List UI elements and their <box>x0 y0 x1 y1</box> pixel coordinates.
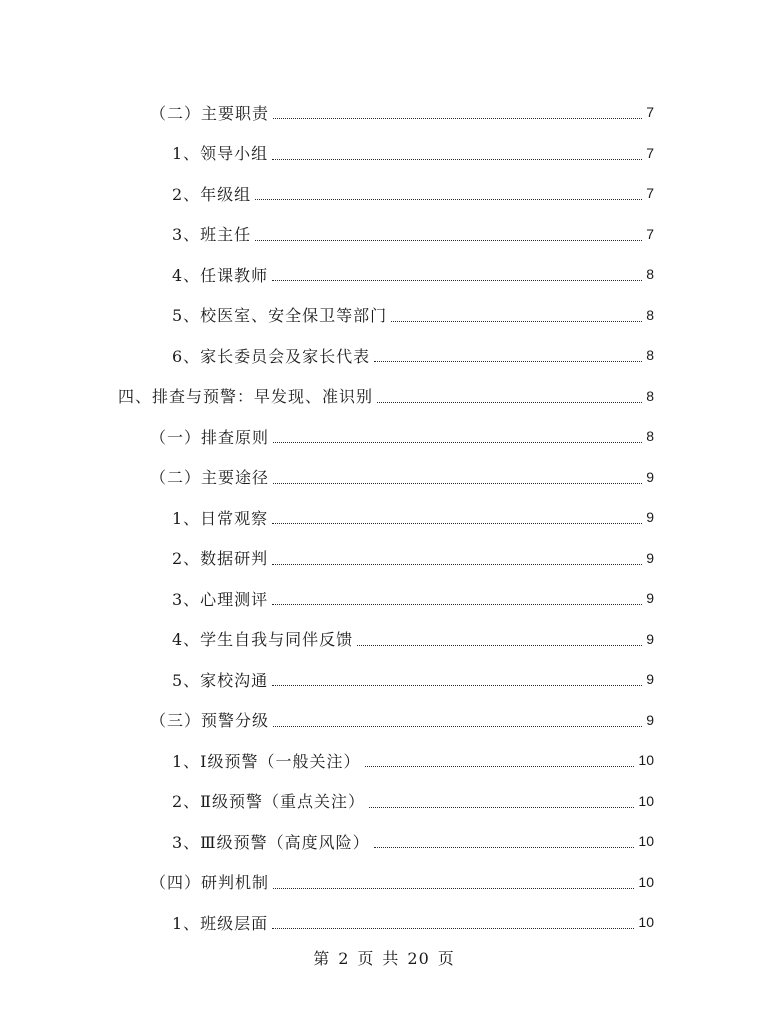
toc-entry-link[interactable] <box>172 821 654 862</box>
toc-row <box>0 214 768 255</box>
toc-dot-leader <box>272 603 642 605</box>
toc-row <box>0 335 768 376</box>
toc-entry-title: 5、家校沟通 <box>172 668 270 691</box>
toc-entry-link[interactable] <box>172 214 654 255</box>
toc-entry-link[interactable] <box>172 578 654 619</box>
page-footer <box>0 946 768 969</box>
toc-entry-title: 四、排查与预警：早发现、准识别 <box>118 384 375 407</box>
toc-row <box>0 92 768 133</box>
toc-dot-leader <box>272 279 642 281</box>
toc-dot-leader <box>365 765 635 767</box>
toc-entry-page-number: 9 <box>646 711 654 728</box>
toc-entry-page-number: 8 <box>646 387 654 404</box>
toc-entry-link[interactable] <box>172 619 654 660</box>
toc-entry-link[interactable] <box>172 295 654 336</box>
toc-entry-title: 6、家长委员会及家长代表 <box>172 344 372 367</box>
toc-row <box>0 821 768 862</box>
toc-entry-page-number: 8 <box>646 428 654 445</box>
toc-entry-title: 5、校医室、安全保卫等部门 <box>172 303 389 326</box>
toc-entry-page-number: 10 <box>638 792 654 809</box>
footer-current-page: 2 <box>338 949 350 968</box>
toc-entry-title: 3、心理测评 <box>172 587 270 610</box>
toc-dot-leader <box>255 239 642 241</box>
toc-row <box>0 173 768 214</box>
toc-entry-page-number: 10 <box>638 873 654 890</box>
toc-row <box>0 538 768 579</box>
toc-entry-link[interactable] <box>172 497 654 538</box>
toc-entry-title: 3、Ⅲ级预警（高度风险） <box>172 830 372 853</box>
table-of-contents <box>0 92 768 943</box>
toc-dot-leader <box>272 927 634 929</box>
toc-row <box>0 295 768 336</box>
toc-entry-link[interactable] <box>150 862 654 903</box>
toc-entry-page-number: 10 <box>638 752 654 769</box>
toc-dot-leader <box>273 117 642 119</box>
toc-entry-link[interactable] <box>150 457 654 498</box>
toc-entry-link[interactable] <box>172 902 654 943</box>
toc-entry-link[interactable] <box>172 254 654 295</box>
toc-row <box>0 376 768 417</box>
footer-total-pages: 20 <box>407 949 430 968</box>
toc-entry-link[interactable] <box>150 700 654 741</box>
toc-entry-page-number: 9 <box>646 549 654 566</box>
toc-dot-leader <box>272 684 642 686</box>
toc-dot-leader <box>391 320 642 322</box>
toc-entry-title: （一）排查原则 <box>150 425 271 448</box>
toc-entry-link[interactable] <box>118 376 654 417</box>
toc-dot-leader <box>357 644 642 646</box>
toc-entry-page-number: 9 <box>646 671 654 688</box>
toc-entry-title: 2、Ⅱ级预警（重点关注） <box>172 789 367 812</box>
toc-entry-page-number: 7 <box>646 185 654 202</box>
toc-entry-title: （四）研判机制 <box>150 870 271 893</box>
toc-dot-leader <box>273 482 642 484</box>
toc-entry-page-number: 9 <box>646 509 654 526</box>
toc-entry-link[interactable] <box>172 173 654 214</box>
toc-row <box>0 416 768 457</box>
toc-dot-leader <box>369 806 634 808</box>
toc-row <box>0 457 768 498</box>
toc-dot-leader <box>374 360 642 362</box>
toc-entry-link[interactable] <box>150 92 654 133</box>
toc-entry-title: （二）主要途径 <box>150 465 271 488</box>
toc-row <box>0 497 768 538</box>
toc-entry-title: 2、年级组 <box>172 182 253 205</box>
toc-row <box>0 619 768 660</box>
toc-entry-page-number: 9 <box>646 630 654 647</box>
toc-entry-link[interactable] <box>172 781 654 822</box>
toc-entry-page-number: 9 <box>646 590 654 607</box>
toc-entry-page-number: 10 <box>638 914 654 931</box>
toc-entry-title: 4、任课教师 <box>172 263 270 286</box>
toc-dot-leader <box>273 887 634 889</box>
toc-entry-page-number: 8 <box>646 306 654 323</box>
toc-row <box>0 740 768 781</box>
footer-total-word: 共 <box>382 949 400 968</box>
toc-entry-title: 2、数据研判 <box>172 546 270 569</box>
toc-entry-page-number: 7 <box>646 104 654 121</box>
toc-entry-title: （二）主要职责 <box>150 101 271 124</box>
toc-row <box>0 902 768 943</box>
toc-entry-link[interactable] <box>172 335 654 376</box>
toc-entry-link[interactable] <box>172 659 654 700</box>
toc-entry-link[interactable] <box>150 416 654 457</box>
toc-entry-page-number: 7 <box>646 144 654 161</box>
toc-entry-page-number: 9 <box>646 468 654 485</box>
toc-entry-title: （三）预警分级 <box>150 708 271 731</box>
toc-row <box>0 862 768 903</box>
toc-dot-leader <box>272 522 642 524</box>
toc-dot-leader <box>272 563 642 565</box>
toc-entry-page-number: 7 <box>646 225 654 242</box>
toc-entry-link[interactable] <box>172 740 654 781</box>
toc-entry-link[interactable] <box>172 133 654 174</box>
toc-entry-title: 1、领导小组 <box>172 141 270 164</box>
toc-entry-page-number: 10 <box>638 833 654 850</box>
toc-entry-title: 1、日常观察 <box>172 506 270 529</box>
toc-dot-leader <box>374 846 635 848</box>
toc-row <box>0 781 768 822</box>
toc-row <box>0 254 768 295</box>
toc-dot-leader <box>377 401 642 403</box>
toc-entry-title: 1、班级层面 <box>172 911 270 934</box>
toc-row <box>0 133 768 174</box>
toc-dot-leader <box>272 158 642 160</box>
toc-entry-title: 3、班主任 <box>172 222 253 245</box>
toc-dot-leader <box>255 198 642 200</box>
toc-entry-page-number: 8 <box>646 266 654 283</box>
toc-row <box>0 659 768 700</box>
toc-row <box>0 578 768 619</box>
toc-entry-page-number: 8 <box>646 347 654 364</box>
footer-page-word: 页 <box>357 949 375 968</box>
toc-row <box>0 700 768 741</box>
toc-dot-leader <box>273 441 642 443</box>
footer-suffix: 页 <box>437 949 455 968</box>
footer-prefix: 第 <box>313 949 331 968</box>
toc-entry-link[interactable] <box>172 538 654 579</box>
toc-dot-leader <box>273 725 642 727</box>
toc-entry-title: 1、Ⅰ级预警（一般关注） <box>172 749 363 772</box>
toc-entry-title: 4、学生自我与同伴反馈 <box>172 627 355 650</box>
